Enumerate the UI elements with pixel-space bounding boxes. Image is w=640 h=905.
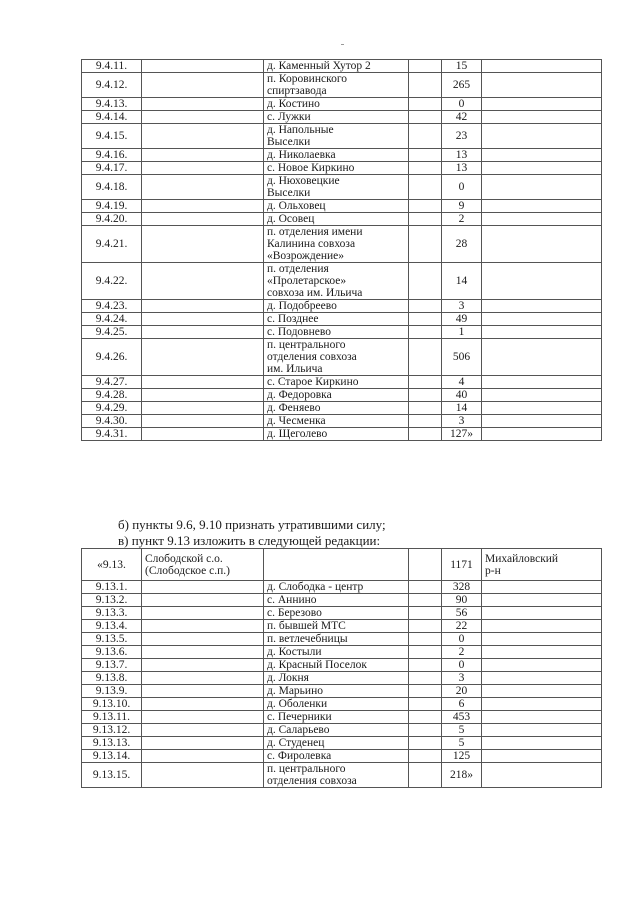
settlements-table-9-13 [81, 548, 602, 788]
row-number: 9.13.4. [82, 620, 142, 633]
table-row [82, 620, 602, 633]
paragraph-b: б) пункты 9.6, 9.10 признать утратившими силу; [118, 517, 386, 532]
population-value: 3 [442, 415, 482, 428]
settlement-name: п. центрального отделения совхоза [264, 763, 409, 788]
population-value: 56 [442, 607, 482, 620]
table-row [82, 646, 602, 659]
table-row [82, 711, 602, 724]
settlement-name: с. Новое Киркино [264, 162, 409, 175]
settlement-name: с. Позднее [264, 313, 409, 326]
row-number: 9.13.5. [82, 633, 142, 646]
row-number: 9.4.11. [82, 60, 142, 73]
table-row [82, 428, 602, 441]
row-number: 9.4.18. [82, 175, 142, 200]
table-row [82, 633, 602, 646]
population-value: 22 [442, 620, 482, 633]
table-row [82, 672, 602, 685]
table-row [82, 73, 602, 98]
row-number: 9.13.14. [82, 750, 142, 763]
population-value: 0 [442, 659, 482, 672]
population-value: 0 [442, 98, 482, 111]
row-number: 9.13.10. [82, 698, 142, 711]
population-value: 9 [442, 200, 482, 213]
table-row [82, 763, 602, 788]
row-number: 9.13.3. [82, 607, 142, 620]
row-number: 9.4.27. [82, 376, 142, 389]
table-row [82, 175, 602, 200]
population-value: 40 [442, 389, 482, 402]
row-number: 9.4.22. [82, 263, 142, 300]
row-number: 9.4.19. [82, 200, 142, 213]
row-number: 9.4.21. [82, 226, 142, 263]
settlement-name: п. Коровинского спиртзавода [264, 73, 409, 98]
settlement-name: п. отделения имени Калинина совхоза «Возрождение» [264, 226, 409, 263]
table-row [82, 300, 602, 313]
population-value: 1 [442, 326, 482, 339]
table-row [82, 124, 602, 149]
settlement-name: д. Николаевка [264, 149, 409, 162]
population-value: 14 [442, 402, 482, 415]
row-number: 9.4.20. [82, 213, 142, 226]
section-total: 1171 [442, 549, 482, 581]
table-row [82, 149, 602, 162]
row-number: 9.13.15. [82, 763, 142, 788]
population-value: 328 [442, 581, 482, 594]
row-number: 9.4.13. [82, 98, 142, 111]
population-value: 0 [442, 175, 482, 200]
settlement-name: д. Напольные Выселки [264, 124, 409, 149]
row-number: 9.13.9. [82, 685, 142, 698]
settlement-name: п. отделения «Пролетарское» совхоза им. Ильича [264, 263, 409, 300]
table-row [82, 213, 602, 226]
row-number: 9.4.12. [82, 73, 142, 98]
settlement-name: п. бывшей МТС [264, 620, 409, 633]
population-value: 4 [442, 376, 482, 389]
row-number: 9.13.12. [82, 724, 142, 737]
table-row [82, 594, 602, 607]
settlement-name: с. Березово [264, 607, 409, 620]
population-value: 2 [442, 646, 482, 659]
settlement-name: д. Оболенки [264, 698, 409, 711]
settlement-name: д. Слободка - центр [264, 581, 409, 594]
settlement-name: д. Каменный Хутор 2 [264, 60, 409, 73]
table-row [82, 376, 602, 389]
table-row [82, 389, 602, 402]
table-row [82, 200, 602, 213]
population-value: 3 [442, 672, 482, 685]
row-number: 9.4.25. [82, 326, 142, 339]
section-number: «9.13. [82, 549, 142, 581]
settlement-name: п. ветлечебницы [264, 633, 409, 646]
table-row [82, 737, 602, 750]
settlement-name: д. Нюховецкие Выселки [264, 175, 409, 200]
population-value: 125 [442, 750, 482, 763]
population-value: 90 [442, 594, 482, 607]
table-row [82, 685, 602, 698]
row-number: 9.4.28. [82, 389, 142, 402]
settlement-name: д. Подобреево [264, 300, 409, 313]
table-row [82, 162, 602, 175]
table-row [82, 581, 602, 594]
row-number: 9.13.8. [82, 672, 142, 685]
settlement-name: д. Ольховец [264, 200, 409, 213]
table-row [82, 60, 602, 73]
settlement-name: д. Осовец [264, 213, 409, 226]
settlement-name: д. Студенец [264, 737, 409, 750]
settlement-name: с. Старое Киркино [264, 376, 409, 389]
settlement-name: д. Феняево [264, 402, 409, 415]
settlement-name: с. Фиролевка [264, 750, 409, 763]
table-row [82, 326, 602, 339]
row-number: 9.4.29. [82, 402, 142, 415]
settlement-name: д. Щеголево [264, 428, 409, 441]
population-value: 0 [442, 633, 482, 646]
settlement-name: д. Костыли [264, 646, 409, 659]
table-row [82, 402, 602, 415]
population-value: 23 [442, 124, 482, 149]
row-number: 9.13.6. [82, 646, 142, 659]
population-value: 265 [442, 73, 482, 98]
table-row [82, 111, 602, 124]
settlement-name: д. Красный Поселок [264, 659, 409, 672]
settlement-name: д. Костино [264, 98, 409, 111]
population-value: 28 [442, 226, 482, 263]
table-row [82, 263, 602, 300]
row-number: 9.13.11. [82, 711, 142, 724]
population-value: 13 [442, 162, 482, 175]
row-number: 9.4.15. [82, 124, 142, 149]
paragraph-v: в) пункт 9.13 изложить в следующей редакции: [118, 533, 381, 548]
population-value: 6 [442, 698, 482, 711]
row-number: 9.4.23. [82, 300, 142, 313]
table-row [82, 607, 602, 620]
row-number: 9.4.17. [82, 162, 142, 175]
table-row [82, 415, 602, 428]
table-row [82, 698, 602, 711]
population-value: 127» [442, 428, 482, 441]
table-row [82, 724, 602, 737]
settlement-name: с. Лужки [264, 111, 409, 124]
population-value: 506 [442, 339, 482, 376]
settlement-name: д. Чесменка [264, 415, 409, 428]
settlement-name: с. Аннино [264, 594, 409, 607]
population-value: 5 [442, 737, 482, 750]
population-value: 14 [442, 263, 482, 300]
settlement-name: д. Марьино [264, 685, 409, 698]
row-number: 9.4.24. [82, 313, 142, 326]
row-number: 9.13.2. [82, 594, 142, 607]
row-number: 9.4.26. [82, 339, 142, 376]
row-number: 9.13.1. [82, 581, 142, 594]
settlement-name: п. центрального отделения совхоза им. Ильича [264, 339, 409, 376]
row-number: 9.4.30. [82, 415, 142, 428]
population-value: 42 [442, 111, 482, 124]
population-value: 453 [442, 711, 482, 724]
settlement-name: с. Печерники [264, 711, 409, 724]
population-value: 49 [442, 313, 482, 326]
row-number: 9.4.16. [82, 149, 142, 162]
scan-speck [341, 44, 344, 45]
table-row [82, 659, 602, 672]
table-row [82, 313, 602, 326]
table-header-row [82, 549, 602, 581]
settlements-table-9-4 [81, 59, 602, 441]
table-row [82, 750, 602, 763]
settlement-name: д. Саларьево [264, 724, 409, 737]
settlement-name: с. Подовнево [264, 326, 409, 339]
section-name: Слободской с.о. (Слободское с.п.) [142, 549, 264, 581]
table-row [82, 226, 602, 263]
settlement-name: д. Федоровка [264, 389, 409, 402]
population-value: 3 [442, 300, 482, 313]
district-name: Михайловский р-н [482, 549, 602, 581]
population-value: 13 [442, 149, 482, 162]
population-value: 15 [442, 60, 482, 73]
population-value: 2 [442, 213, 482, 226]
table-row [82, 98, 602, 111]
table-row [82, 339, 602, 376]
row-number: 9.13.13. [82, 737, 142, 750]
population-value: 218» [442, 763, 482, 788]
row-number: 9.4.31. [82, 428, 142, 441]
population-value: 5 [442, 724, 482, 737]
row-number: 9.13.7. [82, 659, 142, 672]
row-number: 9.4.14. [82, 111, 142, 124]
population-value: 20 [442, 685, 482, 698]
settlement-name: д. Локня [264, 672, 409, 685]
